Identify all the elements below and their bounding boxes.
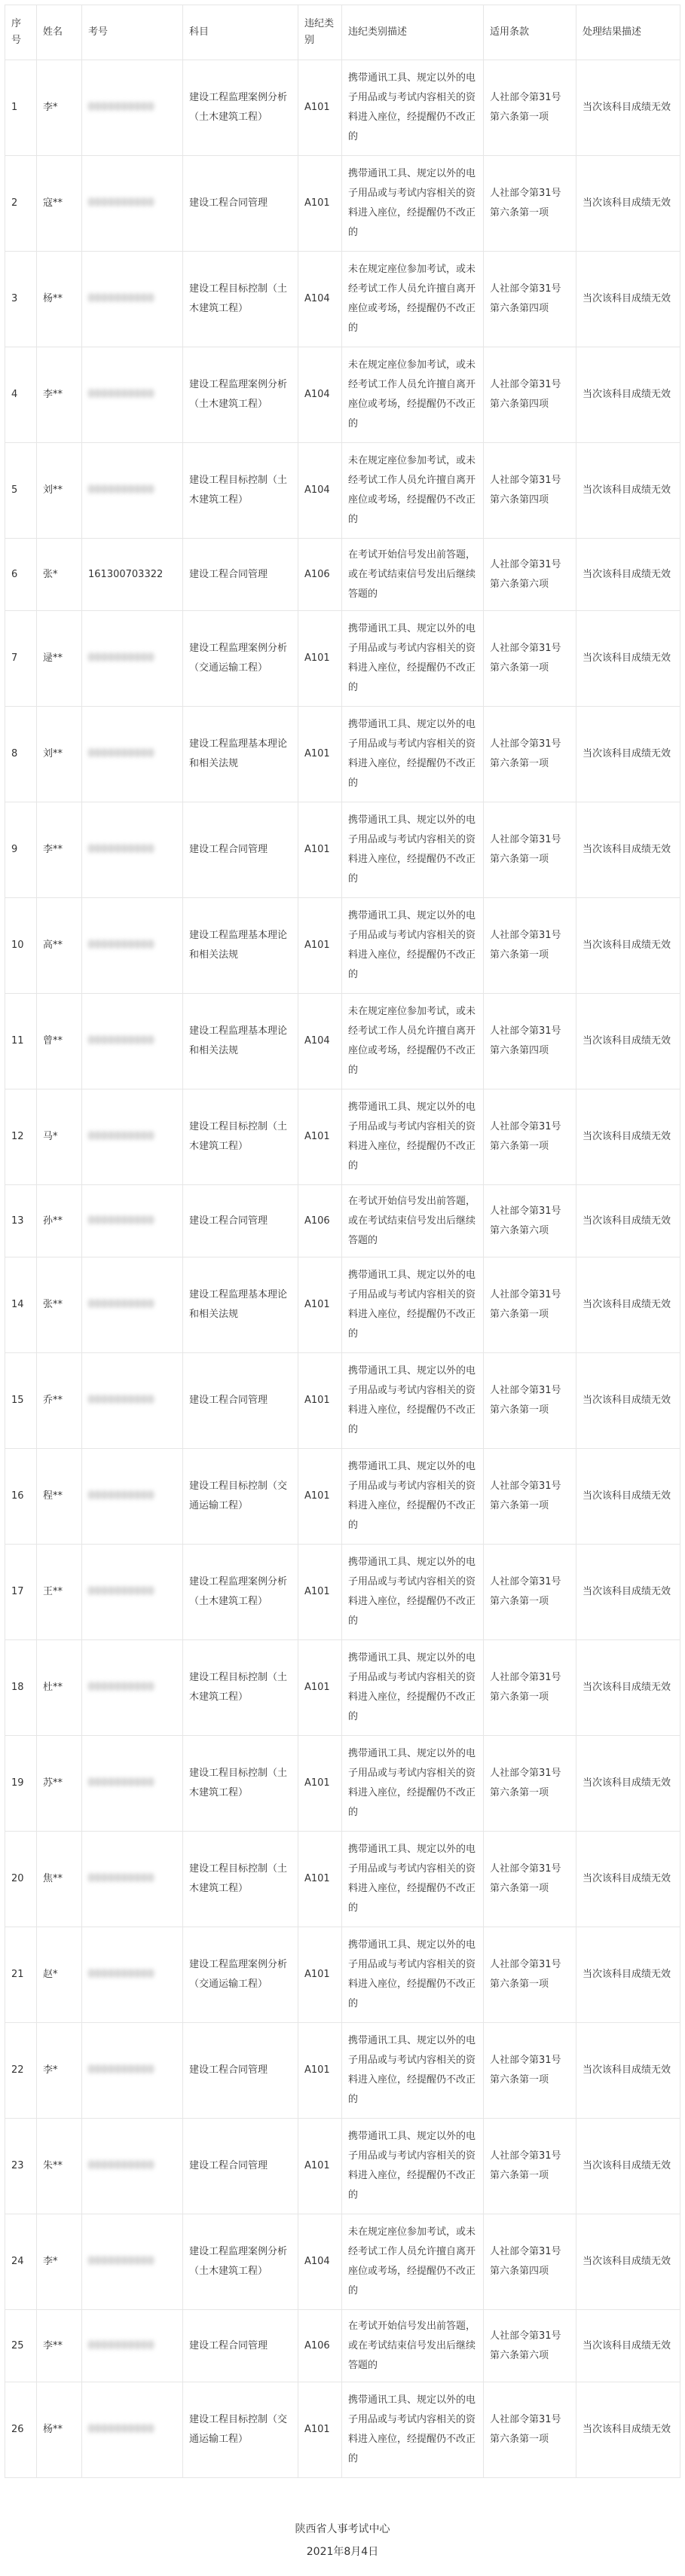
cell-exam-id — [82, 2310, 183, 2382]
cell-clause: 人社部令第31号第六条第一项 — [484, 2119, 576, 2214]
cell-category: A101 — [298, 156, 342, 252]
cell-subject: 建设工程合同管理 — [183, 156, 298, 252]
redacted-exam-id: 0000000000 — [88, 748, 154, 759]
table-row — [5, 994, 680, 1089]
table-row — [5, 898, 680, 994]
cell-subject: 建设工程目标控制（土木建筑工程） — [183, 1736, 298, 1832]
cell-subject: 建设工程目标控制（土木建筑工程） — [183, 443, 298, 539]
footer-date: 2021年8月4日 — [306, 2546, 379, 2558]
cell-subject: 建设工程合同管理 — [183, 539, 298, 611]
cell-category: A101 — [298, 2023, 342, 2119]
cell-clause: 人社部令第31号第六条第一项 — [484, 1927, 576, 2023]
cell-subject: 建设工程目标控制（交通运输工程） — [183, 1449, 298, 1545]
cell-description: 携带通讯工具、规定以外的电子用品或与考试内容相关的资料进入座位，经提醒仍不改正的 — [342, 156, 484, 252]
cell-result: 当次该科目成绩无效 — [576, 994, 680, 1089]
cell-name: 程** — [37, 1449, 82, 1545]
cell-clause: 人社部令第31号第六条第一项 — [484, 1736, 576, 1832]
cell-exam-id: 161300703322 — [82, 539, 183, 611]
redacted-exam-id: 0000000000 — [88, 484, 154, 496]
cell-subject: 建设工程目标控制（交通运输工程） — [183, 2382, 298, 2478]
cell-exam-id — [82, 611, 183, 707]
table-row — [5, 156, 680, 252]
redacted-exam-id: 0000000000 — [88, 2339, 154, 2351]
table-row — [5, 2382, 680, 2478]
cell-no: 21 — [5, 1927, 37, 2023]
cell-no: 19 — [5, 1736, 37, 1832]
cell-category: A101 — [298, 2119, 342, 2214]
cell-no: 6 — [5, 539, 37, 611]
cell-name: 张* — [37, 539, 82, 611]
cell-no: 10 — [5, 898, 37, 994]
cell-subject: 建设工程监理基本理论和相关法规 — [183, 994, 298, 1089]
cell-no: 3 — [5, 252, 37, 347]
cell-category: A101 — [298, 1257, 342, 1353]
cell-result: 当次该科目成绩无效 — [576, 1185, 680, 1257]
redacted-exam-id: 0000000000 — [88, 1299, 154, 1310]
header-clause: 适用条款 — [484, 5, 576, 60]
table-row — [5, 611, 680, 707]
cell-category: A101 — [298, 1545, 342, 1640]
cell-category: A101 — [298, 802, 342, 898]
cell-result: 当次该科目成绩无效 — [576, 60, 680, 156]
cell-no: 14 — [5, 1257, 37, 1353]
cell-category: A101 — [298, 1832, 342, 1927]
cell-result: 当次该科目成绩无效 — [576, 1257, 680, 1353]
cell-name: 王** — [37, 1545, 82, 1640]
cell-result: 当次该科目成绩无效 — [576, 2214, 680, 2310]
table-row — [5, 1640, 680, 1736]
cell-category: A101 — [298, 707, 342, 802]
cell-exam-id — [82, 1927, 183, 2023]
cell-clause: 人社部令第31号第六条第一项 — [484, 611, 576, 707]
cell-subject: 建设工程合同管理 — [183, 2119, 298, 2214]
cell-no: 2 — [5, 156, 37, 252]
cell-no: 11 — [5, 994, 37, 1089]
cell-clause: 人社部令第31号第六条第一项 — [484, 1257, 576, 1353]
cell-no: 25 — [5, 2310, 37, 2382]
table-row — [5, 60, 680, 156]
cell-clause: 人社部令第31号第六条第一项 — [484, 2382, 576, 2478]
cell-exam-id — [82, 1089, 183, 1185]
cell-no: 17 — [5, 1545, 37, 1640]
cell-name: 杨** — [37, 252, 82, 347]
cell-clause: 人社部令第31号第六条第六项 — [484, 2310, 576, 2382]
redacted-exam-id: 0000000000 — [88, 2256, 154, 2267]
cell-clause: 人社部令第31号第六条第四项 — [484, 443, 576, 539]
cell-exam-id — [82, 443, 183, 539]
redacted-exam-id: 0000000000 — [88, 1490, 154, 1502]
cell-description: 未在规定座位参加考试，或未经考试工作人员允许擅自离开座位或考场，经提醒仍不改正的 — [342, 347, 484, 443]
cell-subject: 建设工程合同管理 — [183, 802, 298, 898]
cell-description: 携带通讯工具、规定以外的电子用品或与考试内容相关的资料进入座位，经提醒仍不改正的 — [342, 611, 484, 707]
cell-exam-id — [82, 2119, 183, 2214]
cell-result: 当次该科目成绩无效 — [576, 1089, 680, 1185]
redacted-exam-id: 0000000000 — [88, 102, 154, 113]
cell-name: 曾** — [37, 994, 82, 1089]
cell-name: 李* — [37, 2023, 82, 2119]
cell-clause: 人社部令第31号第六条第一项 — [484, 156, 576, 252]
cell-clause: 人社部令第31号第六条第一项 — [484, 1545, 576, 1640]
redacted-exam-id: 0000000000 — [88, 1873, 154, 1884]
cell-category: A101 — [298, 1927, 342, 2023]
cell-name: 乔** — [37, 1353, 82, 1449]
header-result: 处理结果描述 — [576, 5, 680, 60]
cell-result: 当次该科目成绩无效 — [576, 1545, 680, 1640]
cell-exam-id — [82, 1449, 183, 1545]
cell-clause: 人社部令第31号第六条第四项 — [484, 252, 576, 347]
cell-description: 携带通讯工具、规定以外的电子用品或与考试内容相关的资料进入座位，经提醒仍不改正的 — [342, 2382, 484, 2478]
cell-exam-id — [82, 707, 183, 802]
cell-clause: 人社部令第31号第六条第一项 — [484, 898, 576, 994]
cell-name: 杜** — [37, 1640, 82, 1736]
table-row — [5, 539, 680, 611]
redacted-exam-id: 0000000000 — [88, 1586, 154, 1597]
cell-subject: 建设工程合同管理 — [183, 1185, 298, 1257]
table-row — [5, 1736, 680, 1832]
redacted-exam-id: 0000000000 — [88, 389, 154, 400]
cell-name: 朱** — [37, 2119, 82, 2214]
cell-result: 当次该科目成绩无效 — [576, 1927, 680, 2023]
cell-name: 马* — [37, 1089, 82, 1185]
cell-subject: 建设工程目标控制（土木建筑工程） — [183, 252, 298, 347]
redacted-exam-id: 0000000000 — [88, 1777, 154, 1789]
cell-exam-id — [82, 2023, 183, 2119]
cell-result: 当次该科目成绩无效 — [576, 1449, 680, 1545]
cell-category: A104 — [298, 994, 342, 1089]
cell-result: 当次该科目成绩无效 — [576, 898, 680, 994]
cell-exam-id — [82, 2382, 183, 2478]
cell-clause: 人社部令第31号第六条第一项 — [484, 1832, 576, 1927]
table-row — [5, 1545, 680, 1640]
cell-result: 当次该科目成绩无效 — [576, 611, 680, 707]
cell-subject: 建设工程监理基本理论和相关法规 — [183, 898, 298, 994]
cell-description: 携带通讯工具、规定以外的电子用品或与考试内容相关的资料进入座位，经提醒仍不改正的 — [342, 1736, 484, 1832]
table-row — [5, 2119, 680, 2214]
cell-description: 携带通讯工具、规定以外的电子用品或与考试内容相关的资料进入座位，经提醒仍不改正的 — [342, 802, 484, 898]
cell-no: 24 — [5, 2214, 37, 2310]
cell-description: 未在规定座位参加考试，或未经考试工作人员允许擅自离开座位或考场，经提醒仍不改正的 — [342, 252, 484, 347]
cell-no: 20 — [5, 1832, 37, 1927]
cell-subject: 建设工程监理案例分析（土木建筑工程） — [183, 60, 298, 156]
cell-exam-id — [82, 898, 183, 994]
cell-no: 18 — [5, 1640, 37, 1736]
redacted-exam-id: 0000000000 — [88, 1131, 154, 1142]
cell-description: 携带通讯工具、规定以外的电子用品或与考试内容相关的资料进入座位，经提醒仍不改正的 — [342, 2023, 484, 2119]
cell-name: 杨** — [37, 2382, 82, 2478]
cell-exam-id — [82, 347, 183, 443]
cell-subject: 建设工程监理基本理论和相关法规 — [183, 1257, 298, 1353]
cell-result: 当次该科目成绩无效 — [576, 707, 680, 802]
table-row — [5, 252, 680, 347]
cell-clause: 人社部令第31号第六条第一项 — [484, 1449, 576, 1545]
cell-no: 12 — [5, 1089, 37, 1185]
cell-description: 未在规定座位参加考试，或未经考试工作人员允许擅自离开座位或考场，经提醒仍不改正的 — [342, 2214, 484, 2310]
header-category: 违纪类别 — [298, 5, 342, 60]
cell-subject: 建设工程目标控制（土木建筑工程） — [183, 1640, 298, 1736]
cell-exam-id — [82, 2214, 183, 2310]
cell-category: A106 — [298, 539, 342, 611]
cell-result: 当次该科目成绩无效 — [576, 2023, 680, 2119]
cell-name: 苏** — [37, 1736, 82, 1832]
cell-no: 26 — [5, 2382, 37, 2478]
cell-description: 未在规定座位参加考试，或未经考试工作人员允许擅自离开座位或考场，经提醒仍不改正的 — [342, 994, 484, 1089]
table-row — [5, 1089, 680, 1185]
cell-name: 逯** — [37, 611, 82, 707]
cell-category: A101 — [298, 611, 342, 707]
table-row — [5, 1185, 680, 1257]
cell-description: 携带通讯工具、规定以外的电子用品或与考试内容相关的资料进入座位，经提醒仍不改正的 — [342, 1449, 484, 1545]
cell-subject: 建设工程监理案例分析（土木建筑工程） — [183, 1545, 298, 1640]
cell-result: 当次该科目成绩无效 — [576, 1736, 680, 1832]
cell-no: 15 — [5, 1353, 37, 1449]
cell-name: 焦** — [37, 1832, 82, 1927]
cell-result: 当次该科目成绩无效 — [576, 539, 680, 611]
cell-exam-id — [82, 1832, 183, 1927]
cell-exam-id — [82, 1257, 183, 1353]
cell-no: 13 — [5, 1185, 37, 1257]
table-row — [5, 1449, 680, 1545]
redacted-exam-id: 0000000000 — [88, 1395, 154, 1406]
redacted-exam-id: 0000000000 — [88, 2064, 154, 2076]
redacted-exam-id: 0000000000 — [88, 1682, 154, 1693]
header-subject: 科目 — [183, 5, 298, 60]
redacted-exam-id: 0000000000 — [88, 293, 154, 304]
cell-subject: 建设工程合同管理 — [183, 2023, 298, 2119]
cell-exam-id — [82, 1736, 183, 1832]
cell-description: 携带通讯工具、规定以外的电子用品或与考试内容相关的资料进入座位，经提醒仍不改正的 — [342, 2119, 484, 2214]
cell-category: A101 — [298, 1353, 342, 1449]
cell-clause: 人社部令第31号第六条第一项 — [484, 1640, 576, 1736]
table-body — [5, 60, 680, 2478]
redacted-exam-id: 0000000000 — [88, 2424, 154, 2435]
cell-clause: 人社部令第31号第六条第四项 — [484, 347, 576, 443]
cell-no: 5 — [5, 443, 37, 539]
redacted-exam-id: 0000000000 — [88, 197, 154, 209]
table-row — [5, 1353, 680, 1449]
cell-clause: 人社部令第31号第六条第四项 — [484, 2214, 576, 2310]
cell-category: A101 — [298, 2382, 342, 2478]
cell-exam-id — [82, 1185, 183, 1257]
cell-result: 当次该科目成绩无效 — [576, 443, 680, 539]
cell-clause: 人社部令第31号第六条第六项 — [484, 1185, 576, 1257]
table-header — [5, 5, 680, 60]
table-row — [5, 1257, 680, 1353]
table-row — [5, 1927, 680, 2023]
table-row — [5, 2214, 680, 2310]
redacted-exam-id: 0000000000 — [88, 2160, 154, 2171]
cell-exam-id — [82, 1353, 183, 1449]
cell-subject: 建设工程监理案例分析（土木建筑工程） — [183, 2214, 298, 2310]
cell-name: 刘** — [37, 707, 82, 802]
table-row — [5, 2310, 680, 2382]
cell-name: 赵* — [37, 1927, 82, 2023]
cell-description: 携带通讯工具、规定以外的电子用品或与考试内容相关的资料进入座位，经提醒仍不改正的 — [342, 1640, 484, 1736]
cell-subject: 建设工程合同管理 — [183, 1353, 298, 1449]
cell-name: 高** — [37, 898, 82, 994]
cell-exam-id — [82, 1545, 183, 1640]
cell-description: 携带通讯工具、规定以外的电子用品或与考试内容相关的资料进入座位，经提醒仍不改正的 — [342, 1089, 484, 1185]
cell-category: A101 — [298, 1640, 342, 1736]
cell-no: 16 — [5, 1449, 37, 1545]
cell-description: 携带通讯工具、规定以外的电子用品或与考试内容相关的资料进入座位，经提醒仍不改正的 — [342, 898, 484, 994]
cell-category: A101 — [298, 1089, 342, 1185]
cell-name: 刘** — [37, 443, 82, 539]
table-row — [5, 347, 680, 443]
cell-clause: 人社部令第31号第六条第一项 — [484, 707, 576, 802]
cell-no: 7 — [5, 611, 37, 707]
header-exam-id: 考号 — [82, 5, 183, 60]
cell-subject: 建设工程合同管理 — [183, 2310, 298, 2382]
cell-clause: 人社部令第31号第六条第一项 — [484, 2023, 576, 2119]
cell-exam-id — [82, 994, 183, 1089]
cell-clause: 人社部令第31号第六条第四项 — [484, 994, 576, 1089]
cell-exam-id — [82, 60, 183, 156]
header-no: 序号 — [5, 5, 37, 60]
cell-subject: 建设工程监理案例分析（土木建筑工程） — [183, 347, 298, 443]
cell-exam-id — [82, 156, 183, 252]
cell-clause: 人社部令第31号第六条第一项 — [484, 1353, 576, 1449]
cell-category: A104 — [298, 347, 342, 443]
cell-no: 1 — [5, 60, 37, 156]
cell-name: 李* — [37, 2214, 82, 2310]
cell-subject: 建设工程目标控制（土木建筑工程） — [183, 1089, 298, 1185]
cell-name: 李** — [37, 2310, 82, 2382]
cell-name: 寇** — [37, 156, 82, 252]
cell-name: 张** — [37, 1257, 82, 1353]
cell-result: 当次该科目成绩无效 — [576, 1640, 680, 1736]
cell-name: 李** — [37, 347, 82, 443]
cell-clause: 人社部令第31号第六条第六项 — [484, 539, 576, 611]
cell-no: 23 — [5, 2119, 37, 2214]
cell-category: A104 — [298, 2214, 342, 2310]
cell-description: 携带通讯工具、规定以外的电子用品或与考试内容相关的资料进入座位，经提醒仍不改正的 — [342, 707, 484, 802]
cell-category: A101 — [298, 1736, 342, 1832]
cell-description: 携带通讯工具、规定以外的电子用品或与考试内容相关的资料进入座位，经提醒仍不改正的 — [342, 60, 484, 156]
cell-result: 当次该科目成绩无效 — [576, 2119, 680, 2214]
cell-description: 未在规定座位参加考试，或未经考试工作人员允许擅自离开座位或考场，经提醒仍不改正的 — [342, 443, 484, 539]
cell-description: 携带通讯工具、规定以外的电子用品或与考试内容相关的资料进入座位，经提醒仍不改正的 — [342, 1832, 484, 1927]
cell-exam-id — [82, 802, 183, 898]
cell-description: 携带通讯工具、规定以外的电子用品或与考试内容相关的资料进入座位，经提醒仍不改正的 — [342, 1927, 484, 2023]
cell-clause: 人社部令第31号第六条第一项 — [484, 1089, 576, 1185]
violation-table — [5, 5, 680, 2478]
header-name: 姓名 — [37, 5, 82, 60]
cell-category: A101 — [298, 60, 342, 156]
header-description: 违纪类别描述 — [342, 5, 484, 60]
cell-description: 在考试开始信号发出前答题，或在考试结束信号发出后继续答题的 — [342, 1185, 484, 1257]
cell-result: 当次该科目成绩无效 — [576, 347, 680, 443]
cell-category: A101 — [298, 1449, 342, 1545]
cell-no: 8 — [5, 707, 37, 802]
cell-result: 当次该科目成绩无效 — [576, 2310, 680, 2382]
cell-result: 当次该科目成绩无效 — [576, 2382, 680, 2478]
table-row — [5, 2023, 680, 2119]
cell-clause: 人社部令第31号第六条第一项 — [484, 60, 576, 156]
cell-subject: 建设工程监理基本理论和相关法规 — [183, 707, 298, 802]
table-row — [5, 707, 680, 802]
cell-category: A106 — [298, 1185, 342, 1257]
cell-no: 4 — [5, 347, 37, 443]
table-row — [5, 1832, 680, 1927]
redacted-exam-id: 0000000000 — [88, 940, 154, 951]
cell-description: 在考试开始信号发出前答题，或在考试结束信号发出后继续答题的 — [342, 2310, 484, 2382]
cell-name: 李** — [37, 802, 82, 898]
cell-category: A106 — [298, 2310, 342, 2382]
cell-subject: 建设工程目标控制（土木建筑工程） — [183, 1832, 298, 1927]
cell-exam-id — [82, 252, 183, 347]
redacted-exam-id: 0000000000 — [88, 844, 154, 855]
cell-subject: 建设工程监理案例分析（交通运输工程） — [183, 611, 298, 707]
cell-clause: 人社部令第31号第六条第一项 — [484, 802, 576, 898]
cell-result: 当次该科目成绩无效 — [576, 156, 680, 252]
cell-exam-id — [82, 1640, 183, 1736]
cell-name: 李* — [37, 60, 82, 156]
table-row — [5, 443, 680, 539]
cell-category: A101 — [298, 898, 342, 994]
table-row — [5, 802, 680, 898]
redacted-exam-id: 0000000000 — [88, 1215, 154, 1227]
cell-result: 当次该科目成绩无效 — [576, 1832, 680, 1927]
cell-description: 携带通讯工具、规定以外的电子用品或与考试内容相关的资料进入座位，经提醒仍不改正的 — [342, 1353, 484, 1449]
redacted-exam-id: 0000000000 — [88, 1969, 154, 1980]
cell-category: A104 — [298, 252, 342, 347]
cell-no: 9 — [5, 802, 37, 898]
cell-result: 当次该科目成绩无效 — [576, 252, 680, 347]
cell-description: 携带通讯工具、规定以外的电子用品或与考试内容相关的资料进入座位，经提醒仍不改正的 — [342, 1545, 484, 1640]
cell-result: 当次该科目成绩无效 — [576, 1353, 680, 1449]
cell-no: 22 — [5, 2023, 37, 2119]
footer-org: 陕西省人事考试中心 — [295, 2523, 390, 2535]
cell-category: A104 — [298, 443, 342, 539]
redacted-exam-id: 0000000000 — [88, 652, 154, 664]
redacted-exam-id: 0000000000 — [88, 1035, 154, 1047]
cell-name: 孙** — [37, 1185, 82, 1257]
cell-description: 在考试开始信号发出前答题，或在考试结束信号发出后继续答题的 — [342, 539, 484, 611]
cell-description: 携带通讯工具、规定以外的电子用品或与考试内容相关的资料进入座位，经提醒仍不改正的 — [342, 1257, 484, 1353]
cell-result: 当次该科目成绩无效 — [576, 802, 680, 898]
cell-subject: 建设工程监理案例分析（交通运输工程） — [183, 1927, 298, 2023]
